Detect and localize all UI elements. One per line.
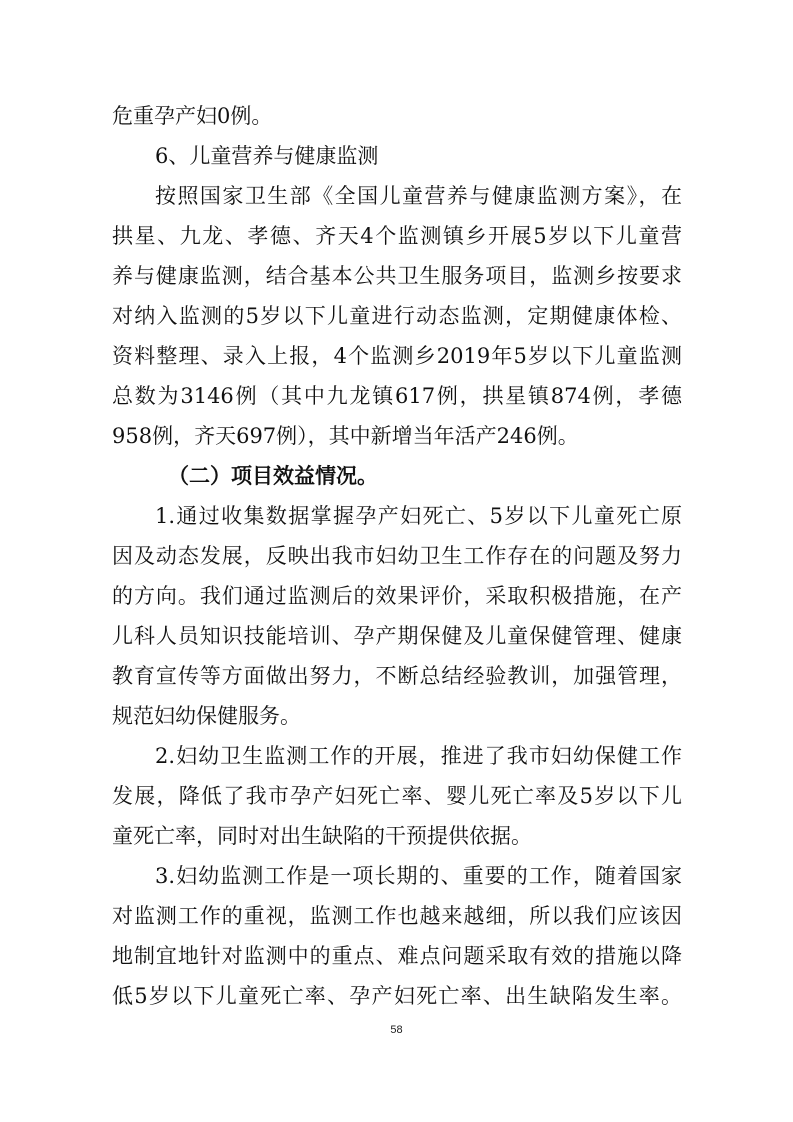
text-line-20: 3.妇幼监测工作是一项长期的、重要的工作，随着国家 bbox=[155, 864, 682, 888]
text-line-3: 按照国家卫生部《全国儿童营养与健康监测方案》，在 bbox=[155, 184, 682, 208]
text-line-1: 危重孕产妇0例。 bbox=[112, 104, 273, 128]
text-line-17: 2.妇幼卫生监测工作的开展，推进了我市妇幼保健工作 bbox=[155, 744, 682, 768]
text-line-6: 对纳入监测的5岁以下儿童进行动态监测，定期健康体检、 bbox=[112, 304, 682, 328]
text-line-21: 对监测工作的重视，监测工作也越来越细，所以我们应该因 bbox=[112, 904, 682, 928]
text-line-14: 儿科人员知识技能培训、孕产期保健及儿童保健管理、健康 bbox=[112, 624, 682, 648]
text-line-5: 养与健康监测，结合基本公共卫生服务项目，监测乡按要求 bbox=[112, 264, 682, 288]
page-number: 58 bbox=[390, 1024, 403, 1036]
text-line-4: 拱星、九龙、孝德、齐天4个监测镇乡开展5岁以下儿童营 bbox=[112, 224, 682, 248]
text-line-12: 因及动态发展，反映出我市妇幼卫生工作存在的问题及努力 bbox=[112, 544, 682, 568]
text-line-7: 资料整理、录入上报，4个监测乡2019年5岁以下儿童监测 bbox=[112, 344, 682, 368]
text-line-23: 低5岁以下儿童死亡率、孕产妇死亡率、出生缺陷发生率。 bbox=[112, 984, 682, 1008]
text-line-11: 1.通过收集数据掌握孕产妇死亡、5岁以下儿童死亡原 bbox=[155, 504, 682, 528]
text-line-15: 教育宣传等方面做出努力，不断总结经验教训，加强管理， bbox=[112, 664, 682, 688]
text-line-16: 规范妇幼保健服务。 bbox=[112, 704, 301, 728]
section-heading-6: 6、儿童营养与健康监测 bbox=[155, 144, 379, 168]
text-line-19: 童死亡率，同时对出生缺陷的干预提供依据。 bbox=[112, 824, 532, 848]
text-line-8: 总数为3146例（其中九龙镇617例，拱星镇874例，孝德 bbox=[112, 384, 682, 408]
text-line-22: 地制宜地针对监测中的重点、难点问题采取有效的措施以降 bbox=[112, 944, 682, 968]
body-text bbox=[112, 96, 682, 1016]
section-heading-benefits: （二）项目效益情况。 bbox=[168, 463, 378, 488]
text-line-18: 发展，降低了我市孕产妇死亡率、婴儿死亡率及5岁以下儿 bbox=[112, 784, 682, 808]
text-line-9: 958例，齐天697例），其中新增当年活产246例。 bbox=[112, 424, 579, 448]
text-line-13: 的方向。我们通过监测后的效果评价，采取积极措施，在产 bbox=[112, 584, 682, 608]
